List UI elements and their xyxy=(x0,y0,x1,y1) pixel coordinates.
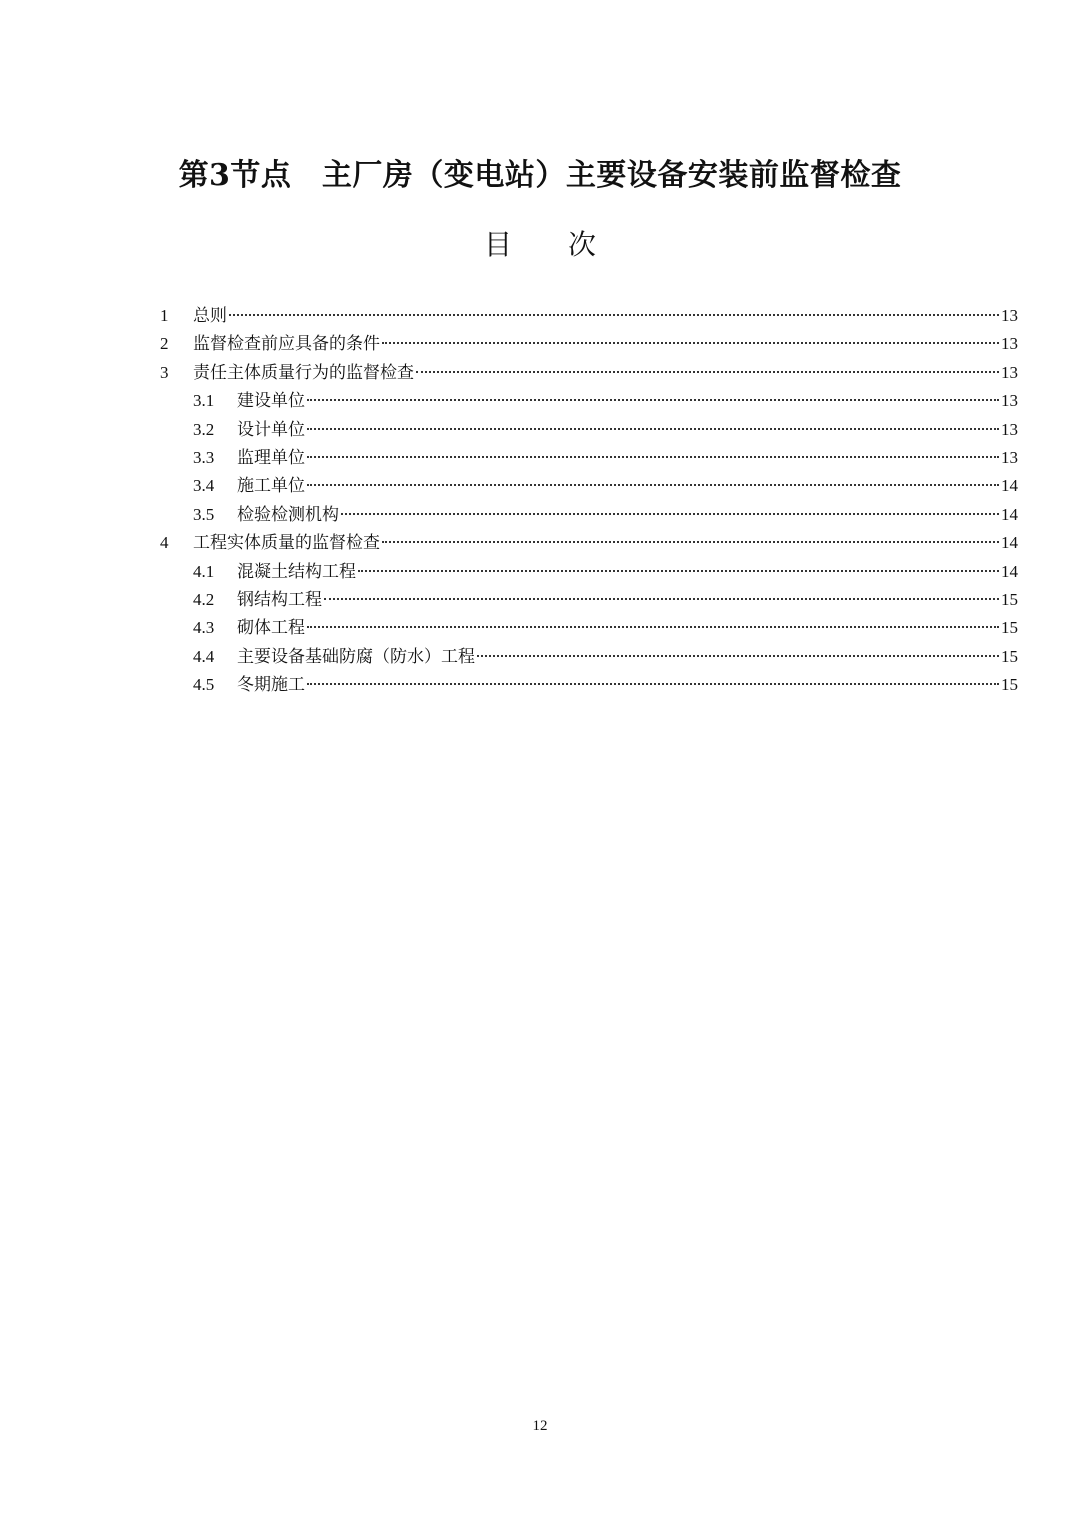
toc-entry-number: 3.5 xyxy=(193,504,215,524)
toc-dot-leader xyxy=(324,598,999,600)
toc-entry[interactable] xyxy=(160,444,1018,472)
toc-dot-leader xyxy=(416,371,999,373)
toc-entry-title: 监督检查前应具备的条件 xyxy=(193,334,380,355)
toc-entry-page: 13 xyxy=(1001,334,1018,354)
toc-entry-page: 13 xyxy=(1001,362,1018,382)
toc-dot-leader xyxy=(307,428,999,430)
toc-entry-title: 施工单位 xyxy=(237,476,305,497)
toc-entry-number: 3.4 xyxy=(193,476,215,496)
toc-entry[interactable] xyxy=(160,671,1018,699)
page-title: 第3节点 主厂房（变电站）主要设备安装前监督检查 xyxy=(178,158,902,194)
toc-entry-page: 15 xyxy=(1001,646,1018,666)
toc-entry[interactable] xyxy=(160,529,1018,557)
toc-entry-title: 冬期施工 xyxy=(237,675,305,696)
toc-entry[interactable] xyxy=(160,472,1018,500)
toc-entry-number: 1 xyxy=(160,306,169,325)
toc-entry-number: 4.4 xyxy=(193,646,215,666)
toc-dot-leader xyxy=(477,655,999,657)
toc-dot-leader xyxy=(307,484,999,486)
toc-dot-leader xyxy=(307,683,999,685)
toc-entry-title: 设计单位 xyxy=(237,419,305,440)
toc-entry[interactable] xyxy=(160,359,1018,387)
toc-entry-page: 13 xyxy=(1001,419,1018,439)
toc-entry-title: 总则 xyxy=(193,306,227,326)
toc-entry-number: 4.2 xyxy=(193,589,215,609)
toc-entry[interactable] xyxy=(160,586,1018,614)
toc-entry[interactable] xyxy=(160,614,1018,642)
toc-dot-leader xyxy=(382,342,999,344)
toc-entry-number: 3.2 xyxy=(193,419,215,439)
toc-entry[interactable] xyxy=(160,387,1018,415)
toc-entry-title: 主要设备基础防腐（防水）工程 xyxy=(237,646,475,667)
toc-entry[interactable] xyxy=(160,302,1018,330)
toc-entry[interactable] xyxy=(160,643,1018,671)
toc-dot-leader xyxy=(307,456,999,458)
toc-entry-title: 检验检测机构 xyxy=(237,504,339,525)
toc-entry-page: 14 xyxy=(1001,476,1018,496)
toc-entry-title: 混凝土结构工程 xyxy=(237,561,356,582)
table-of-contents xyxy=(160,302,1018,699)
toc-entry-title: 工程实体质量的监督检查 xyxy=(193,533,380,554)
toc-entry-number: 3.1 xyxy=(193,391,215,411)
toc-entry-title: 监理单位 xyxy=(237,447,305,468)
toc-entry-page: 13 xyxy=(1001,391,1018,411)
page-number: 12 xyxy=(532,1418,548,1434)
toc-entry-number: 4.3 xyxy=(193,618,215,638)
toc-entry-page: 14 xyxy=(1001,504,1018,524)
toc-entry-title: 砌体工程 xyxy=(237,618,305,639)
toc-entry-page: 13 xyxy=(1001,447,1018,467)
toc-dot-leader xyxy=(307,626,999,628)
toc-entry-page: 13 xyxy=(1001,306,1018,325)
toc-entry-page: 15 xyxy=(1001,589,1018,609)
toc-entry-number: 2 xyxy=(160,334,169,354)
toc-entry-title: 钢结构工程 xyxy=(237,589,322,610)
toc-entry-number: 3.3 xyxy=(193,447,215,467)
toc-entry-number: 4.5 xyxy=(193,675,215,695)
toc-entry-number: 3 xyxy=(160,362,169,382)
toc-dot-leader xyxy=(358,570,999,572)
toc-entry-page: 14 xyxy=(1001,533,1018,553)
toc-heading: 目次 xyxy=(483,228,652,261)
toc-entry-page: 14 xyxy=(1001,561,1018,581)
toc-entry[interactable] xyxy=(160,501,1018,529)
toc-entry-title: 责任主体质量行为的监督检查 xyxy=(193,362,414,383)
toc-dot-leader xyxy=(307,399,999,401)
toc-entry-page: 15 xyxy=(1001,675,1018,695)
toc-entry[interactable] xyxy=(160,558,1018,586)
toc-entry[interactable] xyxy=(160,330,1018,358)
toc-entry-page: 15 xyxy=(1001,618,1018,638)
toc-dot-leader xyxy=(229,314,999,316)
toc-dot-leader xyxy=(382,541,999,543)
toc-dot-leader xyxy=(341,513,999,515)
toc-entry-title: 建设单位 xyxy=(237,391,305,412)
toc-entry[interactable] xyxy=(160,416,1018,444)
toc-entry-number: 4 xyxy=(160,533,169,553)
toc-entry-number: 4.1 xyxy=(193,561,215,581)
